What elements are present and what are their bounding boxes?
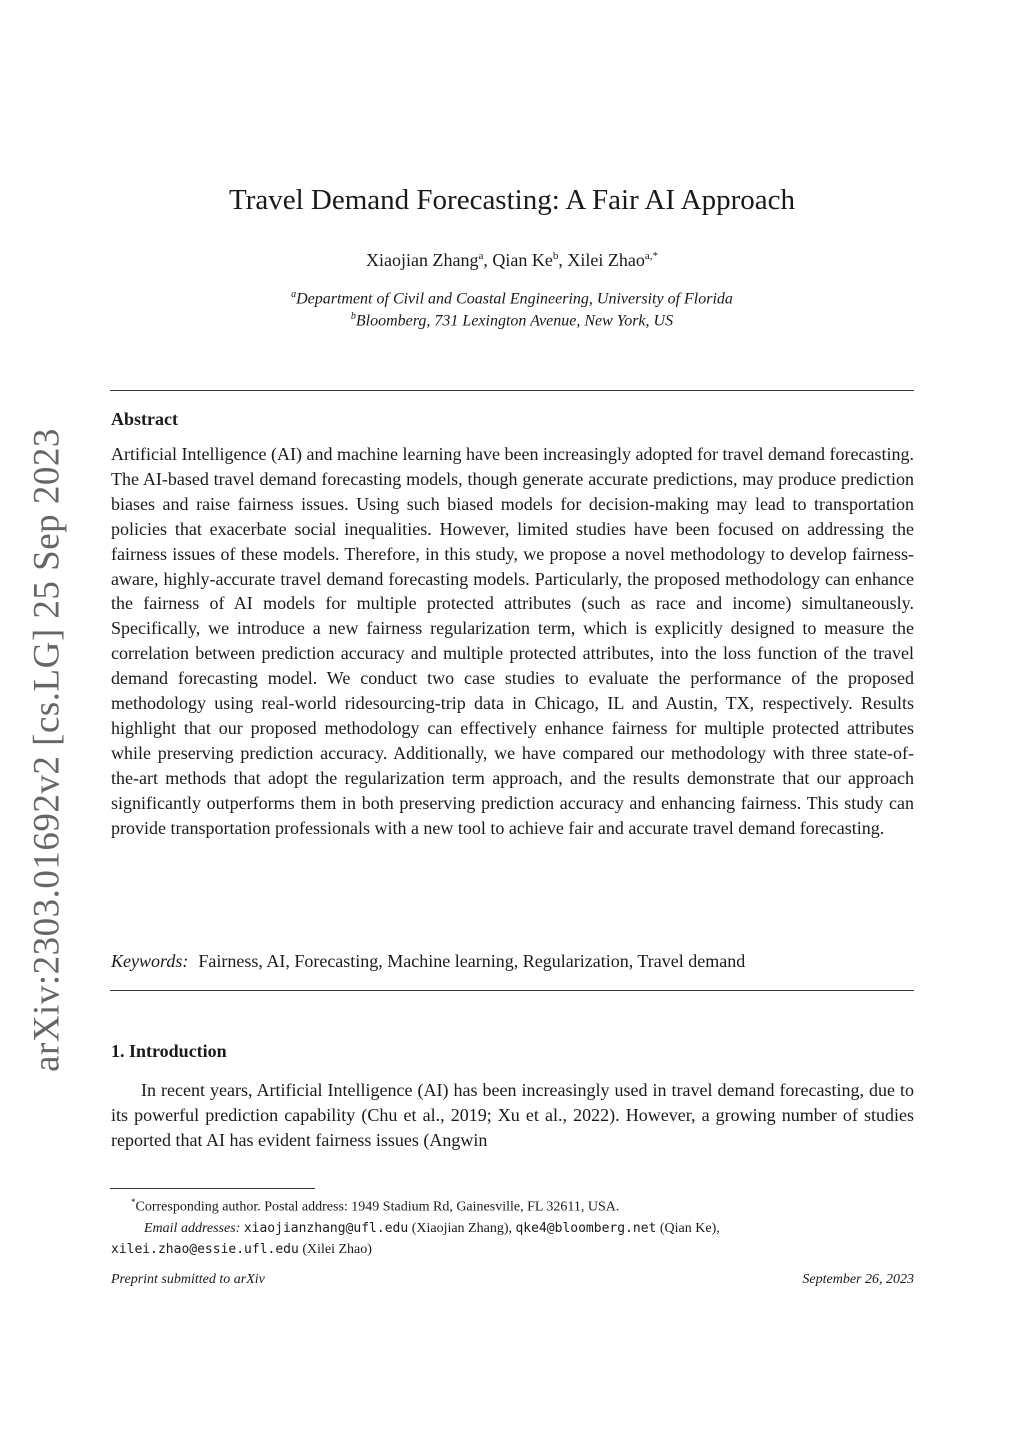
affiliation-b: $^b$Bloomberg, 731 Lexington Avenue, New York, US [350, 311, 674, 330]
abstract-top-rule [110, 390, 914, 391]
email-link[interactable]: qke4@bloomberg.net [515, 1220, 657, 1236]
email-addresses-line: Email addresses: xiaojianzhang@ufl.edu (Xiaojian Zhang), qke4@bloomberg.net (Qian Ke), [144, 1220, 720, 1236]
corresponding-author-note: *Corresponding author. Postal address: 1949 Stadium Rd, Gainesville, FL 32611, USA. [131, 1197, 620, 1215]
author-affiliation-mark: a [478, 250, 484, 262]
author-name: Xilei Zhao [567, 250, 645, 270]
introduction-text: In recent years, Artificial Intelligence (AI) has been increasingly used in travel demand forecasting, due to its powerful prediction capability (Chu et al., 2019; Xu et al., 2022). However, a growing number of studies reported that AI has evident fairness issues (Angwin [111, 1080, 914, 1150]
footnote-rule [110, 1188, 315, 1189]
email-link[interactable]: xilei.zhao@essie.ufl.edu [111, 1241, 299, 1257]
keywords-list: Fairness, AI, Forecasting, Machine learning, Regularization, Travel demand [198, 951, 746, 971]
arxiv-identifier-stamp: arXiv:2303.01692v2 [cs.LG] 25 Sep 2023 [26, 428, 68, 1072]
abstract-heading: Abstract [111, 409, 178, 429]
keywords-label: Keywords: [111, 951, 189, 971]
email-link[interactable]: xiaojianzhang@ufl.edu [243, 1220, 409, 1236]
author-name: Qian Ke [492, 250, 553, 270]
abstract-text: Artificial Intelligence (AI) and machine learning have been increasingly adopted for travel demand forecasting. The AI-based travel demand forecasting models, though generate accurate predictions, may produce prediction biases and raise fairness issues. Using such biased models for decision-making may lead to transportation policies that exacerbate social inequalities. However, limited studies have been focused on addressing the fairness issues of these models. Therefore, in this study, we propose a novel methodology to develop fairness-aware, highly-accurate travel demand forecasting models. Particularly, the proposed methodology can enhance the fairness of AI models for multiple protected attributes (such as race and income) simultaneously. Specifically, we introduce a new fairness regularization term, which is explicitly designed to measure the correlation between prediction accuracy and multiple protected attributes, into the loss function of the travel demand forecasting model. We conduct two case studies to evaluate the performance of the proposed methodology using real-world ridesourcing-trip data in Chicago, IL and Austin, TX, respectively. Results highlight that our proposed methodology can effectively enhance fairness for multiple protected attributes while preserving prediction accuracy. Additionally, we have compared our methodology with three state-of-the-art methods that adopt the regularization term approach, and the results demonstrate that our approach significantly outperforms them in both preserving prediction accuracy and enhancing fairness. This study can provide transportation professionals with a new tool to achieve fair and accurate travel demand forecasting. [111, 444, 914, 838]
abstract-bottom-rule [110, 990, 914, 991]
keywords [111, 951, 914, 972]
email-label: Email addresses: [144, 1220, 241, 1236]
author-affiliation-mark: b [552, 250, 559, 262]
affiliation-a: $^a$Department of Civil and Coastal Engineering, University of Florida [291, 289, 733, 308]
footnotes [111, 1192, 914, 1260]
footer-venue: Preprint submitted to arXiv [111, 1272, 265, 1287]
author-name: Xiaojian Zhang [366, 250, 479, 270]
author-list: Xiaojian Zhang$^a$, Qian Ke$^b$, Xilei Zhao$^{a,*}$ [366, 250, 658, 270]
introduction-heading: 1. Introduction [111, 1041, 227, 1061]
author-affiliation-mark: a,* [644, 250, 658, 262]
page-footer [111, 1272, 914, 1288]
email-addresses-line-2: xilei.zhao@essie.ufl.edu (Xilei Zhao) [111, 1241, 372, 1257]
paper-title: Travel Demand Forecasting: A Fair AI Approach [229, 184, 795, 216]
footer-date: September 26, 2023 [802, 1272, 914, 1287]
